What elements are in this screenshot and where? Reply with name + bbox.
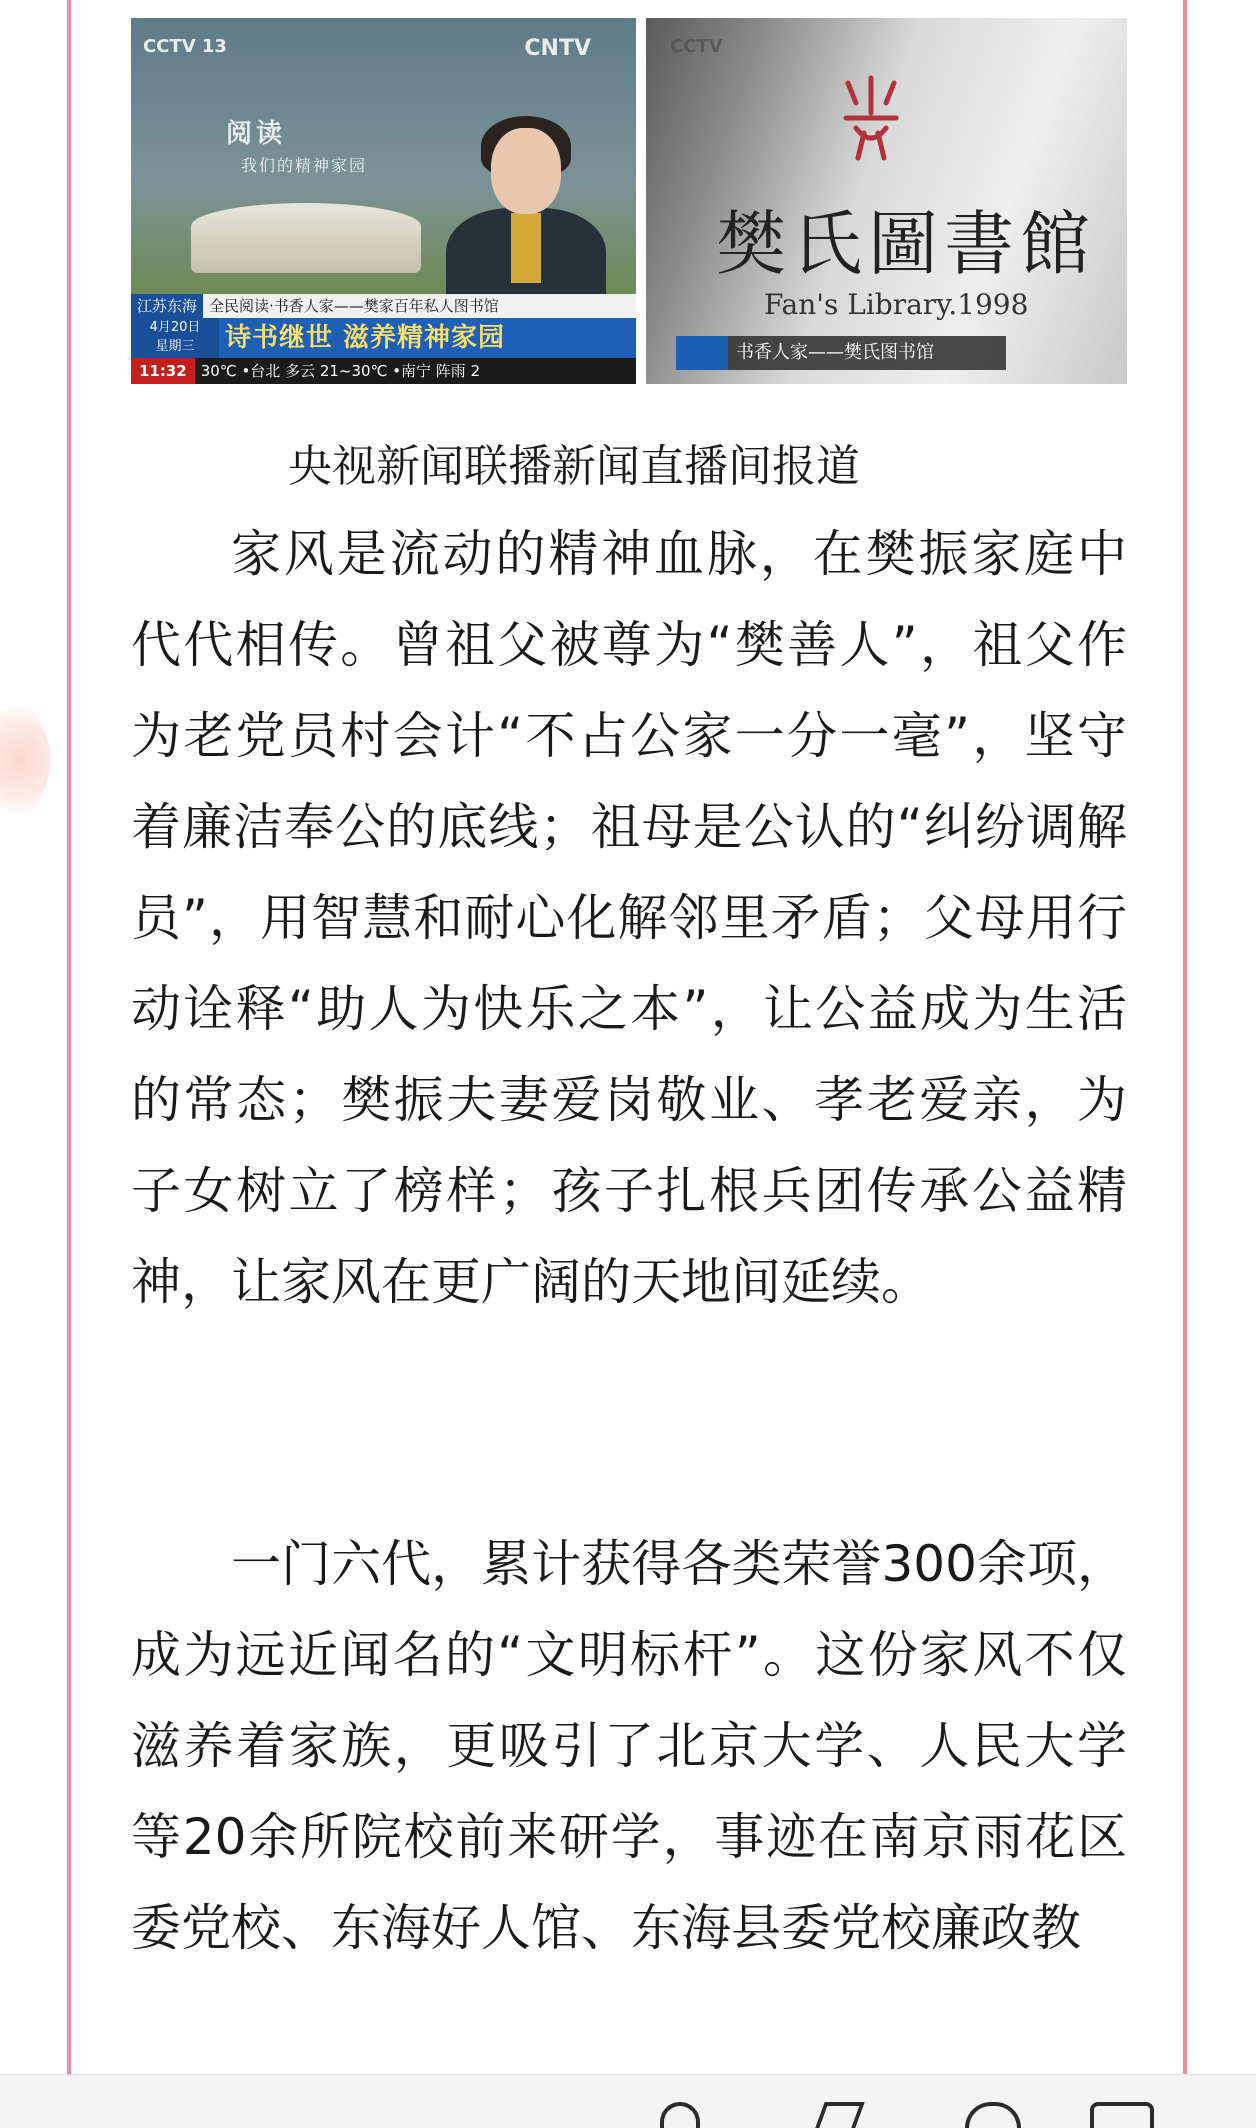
library-caption-bar [676, 336, 1006, 370]
bottom-toolbar [0, 2074, 1256, 2128]
ticker-weather: 30℃ •台北 多云 21~30℃ •南宁 阵雨 2 [200, 362, 481, 380]
library-bar-text: 书香人家——樊氏图书馆 [736, 342, 934, 363]
image-caption: 央视新闻联播新闻直播间报道 [288, 441, 860, 492]
news-image-library-sign[interactable] [646, 18, 1127, 384]
studio-subtitle: 我们的精神家园 [241, 156, 368, 175]
share-icon[interactable] [815, 2102, 864, 2128]
ticker-topic [131, 294, 636, 318]
library-english-name: Fan's Library.1998 [764, 288, 1029, 321]
ticker-headline: 诗书继世 滋养精神家园 [225, 323, 506, 353]
ticker-weekday: 星期三 [155, 339, 195, 354]
like-icon[interactable] [660, 2102, 700, 2128]
library-seal-icon [836, 73, 906, 163]
comment-icon[interactable] [1090, 2102, 1154, 2128]
side-decoration [0, 700, 50, 820]
article-paragraph: 一门六代，累计获得各类荣誉300余项，成为远近闻名的“文明标杆”。这份家风不仅滋养着家族，更吸引了北京大学、人民大学等20余所院校前来研学，事迹在南京雨花区委党校、东海好人馆、东海县委党校廉政教 [131, 1535, 1127, 1957]
ticker-time: 11:32 [131, 358, 195, 384]
ticker-weather-bar [131, 358, 636, 384]
news-program-badge-icon [676, 336, 728, 370]
news-anchor-scarf [511, 213, 541, 283]
news-image-studio[interactable] [131, 18, 636, 384]
library-name: 樊氏圖書館 [716, 203, 1096, 285]
channel-logo: CCTV [670, 36, 723, 57]
ticker-headline-bar [131, 318, 636, 358]
studio-title: 阅读 [226, 119, 287, 149]
ticker-location: 江苏东海 [131, 294, 203, 318]
brand-logo: CNTV [524, 36, 591, 61]
ticker-date: 4月20日 [149, 320, 201, 335]
ticker-date-box [131, 318, 219, 358]
channel-logo: CCTV 13 [143, 36, 227, 57]
book-graphic [191, 203, 421, 273]
favorite-icon[interactable] [965, 2102, 1021, 2128]
article-paragraph: 家风是流动的精神血脉，在樊振家庭中代代相传。曾祖父被尊为“樊善人”，祖父作为老党员村会计“不占公家一分一毫”，坚守着廉洁奉公的底线；祖母是公认的“纠纷调解员”，用智慧和耐心化解邻里矛盾；父母用行动诠释“助人为快乐之本”，让公益成为生活的常态；樊振夫妻爱岗敬业、孝老爱亲，为子女树立了榜样；孩子扎根兵团传承公益精神，让家风在更广阔的天地间延续。 [131, 525, 1127, 1311]
ticker-line: 全民阅读·书香人家——樊家百年私人图书馆 [209, 297, 499, 315]
news-anchor-head [491, 128, 561, 214]
